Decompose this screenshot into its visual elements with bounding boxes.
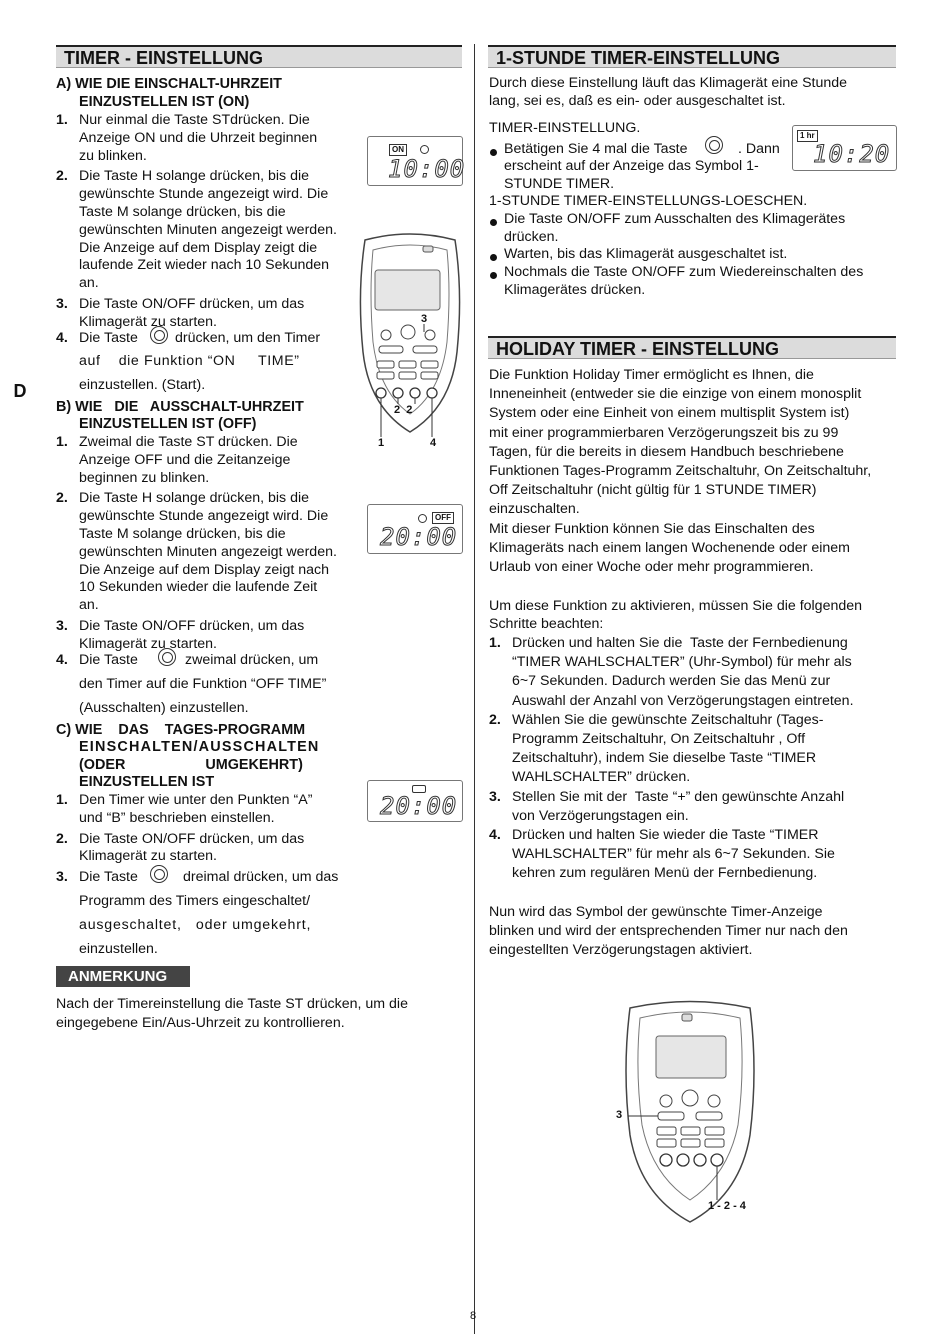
final-1: Nun wird das Symbol der gewünschte Timer-Anzeige <box>489 904 823 920</box>
step-number: 3. <box>56 618 68 634</box>
step-number: 4. <box>489 827 501 843</box>
step-line: Programm Zeitschaltuhr, On Zeitschaltuhr , Off <box>512 731 806 747</box>
a-title-2: EINZUSTELLEN IST (ON) <box>79 94 250 110</box>
step-line: laufende Zeit wieder nach 10 Sekunden <box>79 257 330 274</box>
a4-line1b: drücken, um den Timer <box>175 330 321 346</box>
program-time: 20:00 <box>380 792 458 820</box>
note-text-1: Nach der Timereinstellung die Taste ST drücken, um die <box>56 996 408 1012</box>
step-number: 1. <box>56 112 68 128</box>
b4-2: Klimagerätes drücken. <box>504 282 646 298</box>
step-number: 1. <box>56 434 68 450</box>
c3-line3: ausgeschaltet, oder umgekehrt, <box>79 917 312 933</box>
intro-1: Durch diese Einstellung läuft das Klimagerät eine Stunde <box>489 75 848 91</box>
remote1-label-1: 1 <box>378 437 385 449</box>
c-title-2: EINSCHALTEN/AUSSCHALTEN <box>79 739 320 755</box>
step-line: Anzeige OFF und die Zeitanzeige <box>79 451 291 468</box>
step-line: Anzeige ON und die Uhrzeit beginnen <box>79 129 318 146</box>
lcd-off-display <box>367 504 463 554</box>
step-line: Die Taste H solange drücken, bis die <box>79 490 310 507</box>
hr-time: 10:20 <box>813 140 891 168</box>
holiday-line: Funktionen Tages-Programm Zeitschaltuhr, On Zeitschaltuhr, <box>489 463 872 479</box>
step-line: Taste M solange drücken, bis die <box>79 526 286 542</box>
holiday-line: Die Funktion Holiday Timer ermöglicht es Ihnen, die <box>489 367 814 383</box>
step-line: Die Taste ON/OFF drücken, um das <box>79 830 305 847</box>
c-title-4: EINZUSTELLEN IST <box>79 774 215 790</box>
remote1-label-4: 4 <box>430 437 437 449</box>
remote-control-1 <box>355 232 465 457</box>
clock-button-icon <box>158 648 176 666</box>
step-line: Klimagerät zu starten. <box>79 313 217 330</box>
a4-line2: auf die Funktion “ON TIME” <box>79 353 300 369</box>
a-title: A) WIE DIE EINSCHALT-UHRZEIT <box>56 76 282 92</box>
on-time: 10:00 <box>388 155 466 183</box>
step-line: Drücken und halten Sie wieder die Taste “TIMER <box>512 827 819 843</box>
b3-1: Warten, bis das Klimagerät ausgeschaltet ist. <box>504 246 788 262</box>
a4-line1a: Die Taste <box>79 330 138 346</box>
c3-line1a: Die Taste <box>79 869 138 885</box>
step-line: Zweimal die Taste ST drücken. Die <box>79 434 298 450</box>
holiday-line: Klimageräts nach einem langen Wochenende oder einem <box>489 539 850 556</box>
off-time: 20:00 <box>380 523 458 551</box>
step-line: kehren zum regulären Menü der Fernbedienung. <box>512 865 818 882</box>
step-line: an. <box>79 597 99 614</box>
step-line: WAHLSCHALTER” drücken. <box>512 769 691 786</box>
remote1-label-3: 3 <box>421 313 428 325</box>
c3-number: 3. <box>56 869 68 885</box>
timer-symbol-icon <box>418 514 427 523</box>
b-title-2: EINZUSTELLEN IST (OFF) <box>79 416 257 432</box>
a4-line3: einzustellen. (Start). <box>79 377 206 393</box>
timer-label: TIMER-EINSTELLUNG. <box>489 120 641 136</box>
steps-intro-1: Um diese Funktion zu aktivieren, müssen Sie die folgenden <box>489 598 863 614</box>
b1-3: STUNDE TIMER. <box>504 176 615 192</box>
b1-2: erscheint auf der Anzeige das Symbol 1- <box>504 158 759 174</box>
step-line: Die Taste ON/OFF drücken, um das <box>79 618 305 634</box>
step-line: Taste M solange drücken, bis die <box>79 204 286 220</box>
c-title: C) WIE DAS TAGES-PROGRAMM <box>56 722 306 738</box>
step-line: gewünschten Minuten angezeigt werden. <box>79 221 337 238</box>
step-number: 3. <box>489 788 501 805</box>
step-line: Die Taste H solange drücken, bis die <box>79 168 310 185</box>
step-number: 2. <box>56 168 68 185</box>
step-line: Drücken und halten Sie die Taste der Fernbedienung <box>512 635 848 651</box>
step-line: Die Anzeige auf dem Display zeigt nach <box>79 561 329 578</box>
step-line: 10 Sekunden wieder die laufende Zeit <box>79 579 318 596</box>
final-3: eingestellten Verzögerungstagen aktiviert. <box>489 942 753 958</box>
step-number: 2. <box>56 830 68 847</box>
b4-line1a: Die Taste <box>79 652 138 668</box>
b4-number: 4. <box>56 652 68 668</box>
clear-label: 1-STUNDE TIMER-EINSTELLUNGS-LOESCHEN. <box>489 193 808 209</box>
bullet <box>490 272 497 279</box>
step-line: gewünschte Stunde angezeigt wird. Die <box>79 186 329 203</box>
holiday-line: mit einer programmierbaren Verzögerungszeit bis zu 99 <box>489 424 839 441</box>
step-number: 1. <box>56 792 68 808</box>
step-line: gewünschten Minuten angezeigt werden. <box>79 543 337 560</box>
holiday-line: System oder eine Einheit von einem multisplit System ist) <box>489 405 850 422</box>
holiday-line: Off Zeitschaltuhr (nicht gültig für 1 STUNDE TIMER) <box>489 482 817 499</box>
b4-line2: den Timer auf die Funktion “OFF TIME” <box>79 676 327 692</box>
a4-number: 4. <box>56 330 68 346</box>
step-line: und “B” beschrieben einstellen. <box>79 809 275 826</box>
step-line: Nur einmal die Taste STdrücken. Die <box>79 112 310 128</box>
note-text-2: eingegebene Ein/Aus-Uhrzeit zu kontrollieren. <box>56 1015 345 1031</box>
c-title-3: (ODER UMGEKEHRT) <box>79 757 303 773</box>
c3-line1b: dreimal drücken, um das <box>183 869 339 885</box>
timer-symbol-icon <box>420 145 429 154</box>
step-number: 1. <box>489 635 501 651</box>
step-line: Stellen Sie mit der Taste “+” den gewünschte Anzahl <box>512 788 845 805</box>
section-header-holiday: HOLIDAY TIMER - EINSTELLUNG <box>488 336 896 359</box>
b4-line3: (Ausschalten) einzustellen. <box>79 700 249 716</box>
remote1-label-2-2: 2 2 <box>394 404 413 416</box>
section-header-1hr: 1-STUNDE TIMER-EINSTELLUNG <box>488 45 896 68</box>
step-line: gewünschte Stunde angezeigt wird. Die <box>79 508 329 525</box>
lcd-on-display <box>367 136 466 186</box>
step-line: Wählen Sie die gewünschte Zeitschaltuhr (Tages- <box>512 711 824 728</box>
c3-line4: einzustellen. <box>79 941 158 957</box>
on-tag: ON <box>389 144 407 156</box>
c3-line2: Programm des Timers eingeschaltet/ <box>79 893 311 909</box>
b4-line1b: zweimal drücken, um <box>185 652 319 668</box>
b2-2: drücken. <box>504 229 559 245</box>
step-line: an. <box>79 275 99 292</box>
language-tab: D <box>0 376 40 406</box>
holiday-line: Inneneinheit (entweder sie die einzige von einem monosplit <box>489 386 862 403</box>
intro-2: lang, sei es, daß es ein- oder ausgeschaltet ist. <box>489 93 786 109</box>
column-divider <box>474 44 475 1334</box>
step-line: Klimagerät zu starten. <box>79 848 217 865</box>
clock-button-icon <box>150 865 168 883</box>
step-line: von Verzögerungstagen ein. <box>512 807 689 824</box>
step-number: 3. <box>56 296 68 312</box>
step-line: zu blinken. <box>79 147 147 164</box>
bullet <box>490 219 497 226</box>
step-number: 2. <box>56 490 68 507</box>
hr-tag: 1 hr <box>797 130 818 142</box>
step-line: Zeitschaltuhr), indem Sie dieselbe Taste “TIMER <box>512 750 817 767</box>
holiday-line: Tagen, für die bereits in diesem Handbuch beschriebene <box>489 443 844 460</box>
step-line: 6~7 Sekunden. Dadurch werden Sie das Menü zur <box>512 673 831 690</box>
b1-a: Betätigen Sie 4 mal die Taste <box>504 141 688 157</box>
step-line: Die Anzeige auf dem Display zeigt die <box>79 239 318 256</box>
step-number: 2. <box>489 711 501 728</box>
steps-intro-2: Schritte beachten: <box>489 616 604 632</box>
step-line: Klimagerät zu starten. <box>79 635 217 652</box>
page-number: 8 <box>470 1310 477 1322</box>
section-header-timer: TIMER - EINSTELLUNG <box>56 45 462 68</box>
holiday-line: Urlaub von einer Woche oder mehr programmieren. <box>489 559 814 575</box>
clock-button-icon <box>150 326 168 344</box>
holiday-line: Mit dieser Funktion können Sie das Einschalten des <box>489 520 815 537</box>
b4-1: Nochmals die Taste ON/OFF zum Wiedereinschalten des <box>504 264 864 280</box>
b1-b: . Dann <box>738 141 780 157</box>
remote-control-2 <box>620 1000 760 1230</box>
step-line: WAHLSCHALTER” für mehr als 6~7 Sekunden. Sie <box>512 846 835 863</box>
remote2-label-3: 3 <box>616 1109 623 1121</box>
lcd-1hr-display <box>792 125 897 171</box>
final-2: blinken und wird der entsprechenden Timer nur nach den <box>489 923 848 939</box>
step-line: Die Taste ON/OFF drücken, um das <box>79 296 305 312</box>
bullet <box>490 254 497 261</box>
step-line: Den Timer wie unter den Punkten “A” <box>79 792 313 808</box>
off-tag: OFF <box>432 512 454 524</box>
clock-button-icon <box>705 136 723 154</box>
step-line: “TIMER WAHLSCHALTER” (Uhr-Symbol) für mehr als <box>512 654 852 671</box>
lcd-program-display <box>367 780 463 822</box>
remote2-label-1-2-4: 1 - 2 - 4 <box>708 1200 746 1212</box>
step-line: beginnen zu blinken. <box>79 469 210 486</box>
note-label: ANMERKUNG <box>56 966 190 987</box>
bullet <box>490 149 497 156</box>
step-line: Auswahl der Anzahl von Verzögerungstagen eintreten. <box>512 692 854 709</box>
b-title: B) WIE DIE AUSSCHALT-UHRZEIT <box>56 399 304 415</box>
holiday-line: einzuschalten. <box>489 501 580 518</box>
b2-1: Die Taste ON/OFF zum Ausschalten des Klimagerätes <box>504 211 846 227</box>
